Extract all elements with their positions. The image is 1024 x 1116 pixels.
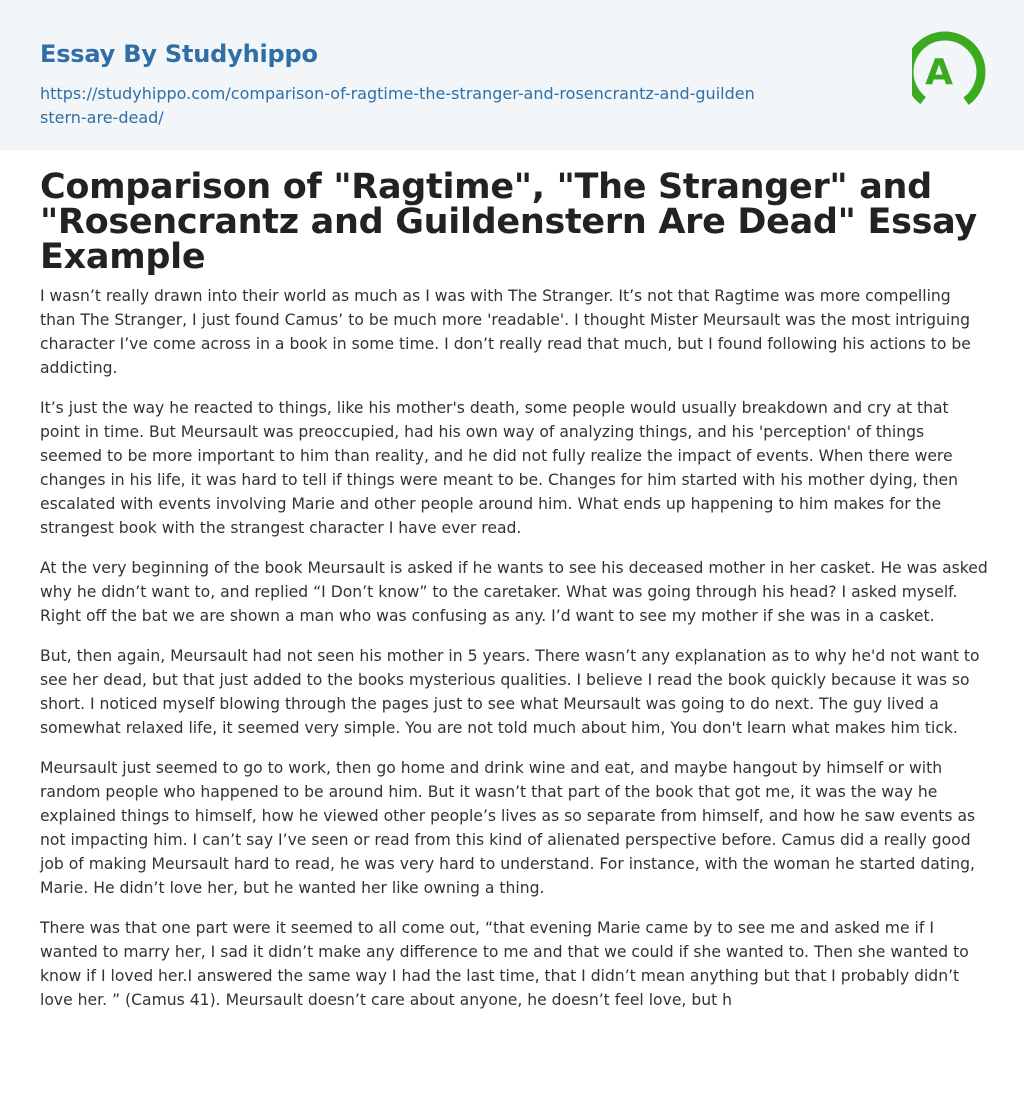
- paragraph-3: At the very beginning of the book Meursault is asked if he wants to see his deceased mother in her casket. He was asked why he didn’t want to, and replied “I Don’t know” to the caretaker. What was going through his head? I asked myself. Right off the bat we are shown a man who was confusing as any. I’d want to see my mother if she was in a casket.: [40, 559, 988, 625]
- logo-letter: A: [925, 52, 953, 93]
- site-brand[interactable]: Essay By Studyhippo: [40, 40, 318, 68]
- studyhippo-logo-icon[interactable]: [912, 30, 986, 114]
- paragraph-2: It’s just the way he reacted to things, like his mother's death, some people would usually breakdown and cry at that point in time. But Meursault was preoccupied, had his own way of analyzing things, and his 'perception' of things seemed to be more important to him than reality, and he did not fully realize the impact of events. When there were changes in his life, it was hard to tell if things were meant to be. Changes for him started with his mother dying, then escalated with events involving Marie and other people around him. What ends up happening to him makes for the strangest book with the strangest character I have ever read.: [40, 399, 958, 537]
- paragraph-6: There was that one part were it seemed to all come out, “that evening Marie came by to see me and asked me if I wanted to marry her, I sad it didn’t make any difference to me and that we could if she wanted to. Then she wanted to know if I loved her.I answered the same way I had the last time, that I didn’t mean anything but that I probably didn’t love her. ” (Camus 41). Meursault doesn’t care about anyone, he doesn’t feel love, but h: [40, 919, 969, 1009]
- article-body: [40, 284, 988, 1028]
- paragraph-5: Meursault just seemed to go to work, then go home and drink wine and eat, and maybe hangout by himself or with random people who happened to be around him. But it wasn’t that part of the book that got me, it was the way he explained things to himself, how he viewed other people’s lives as so separate from himself, and how he saw events as not impacting him. I can’t say I’ve seen or read from this kind of alienated perspective before. Camus did a really good job of making Meursault hard to read, he was very hard to understand. For instance, with the woman he started dating, Marie. He didn’t love her, but he wanted her like owning a thing.: [40, 759, 976, 897]
- paragraph-4: But, then again, Meursault had not seen his mother in 5 years. There wasn’t any explanation as to why he'd not want to see her dead, but that just added to the books mysterious qualities. I believe I read the book quickly because it was so short. I noticed myself blowing through the pages just to see what Meursault was going to do next. The guy lived a somewhat relaxed life, it seemed very simple. You are not told much about him, You don't learn what makes him tick.: [40, 647, 980, 737]
- site-header: [0, 0, 1024, 150]
- paragraph-1: I wasn’t really drawn into their world as much as I was with The Stranger. It’s not that Ragtime was more compelling than The Stranger, I just found Camus’ to be much more 'readable'. I thought Mister Meursault was the most intriguing character I’ve come across in a book in some time. I don’t really read that much, but I found following his actions to be addicting.: [40, 287, 971, 377]
- article-title: Comparison of "Ragtime", "The Stranger" and "Rosencrantz and Guildenstern Are Dead" Essay Example: [40, 167, 977, 277]
- article-url-link[interactable]: https://studyhippo.com/comparison-of-ragtime-the-stranger-and-rosencrantz-and-guildenstern-are-dead/: [40, 84, 755, 127]
